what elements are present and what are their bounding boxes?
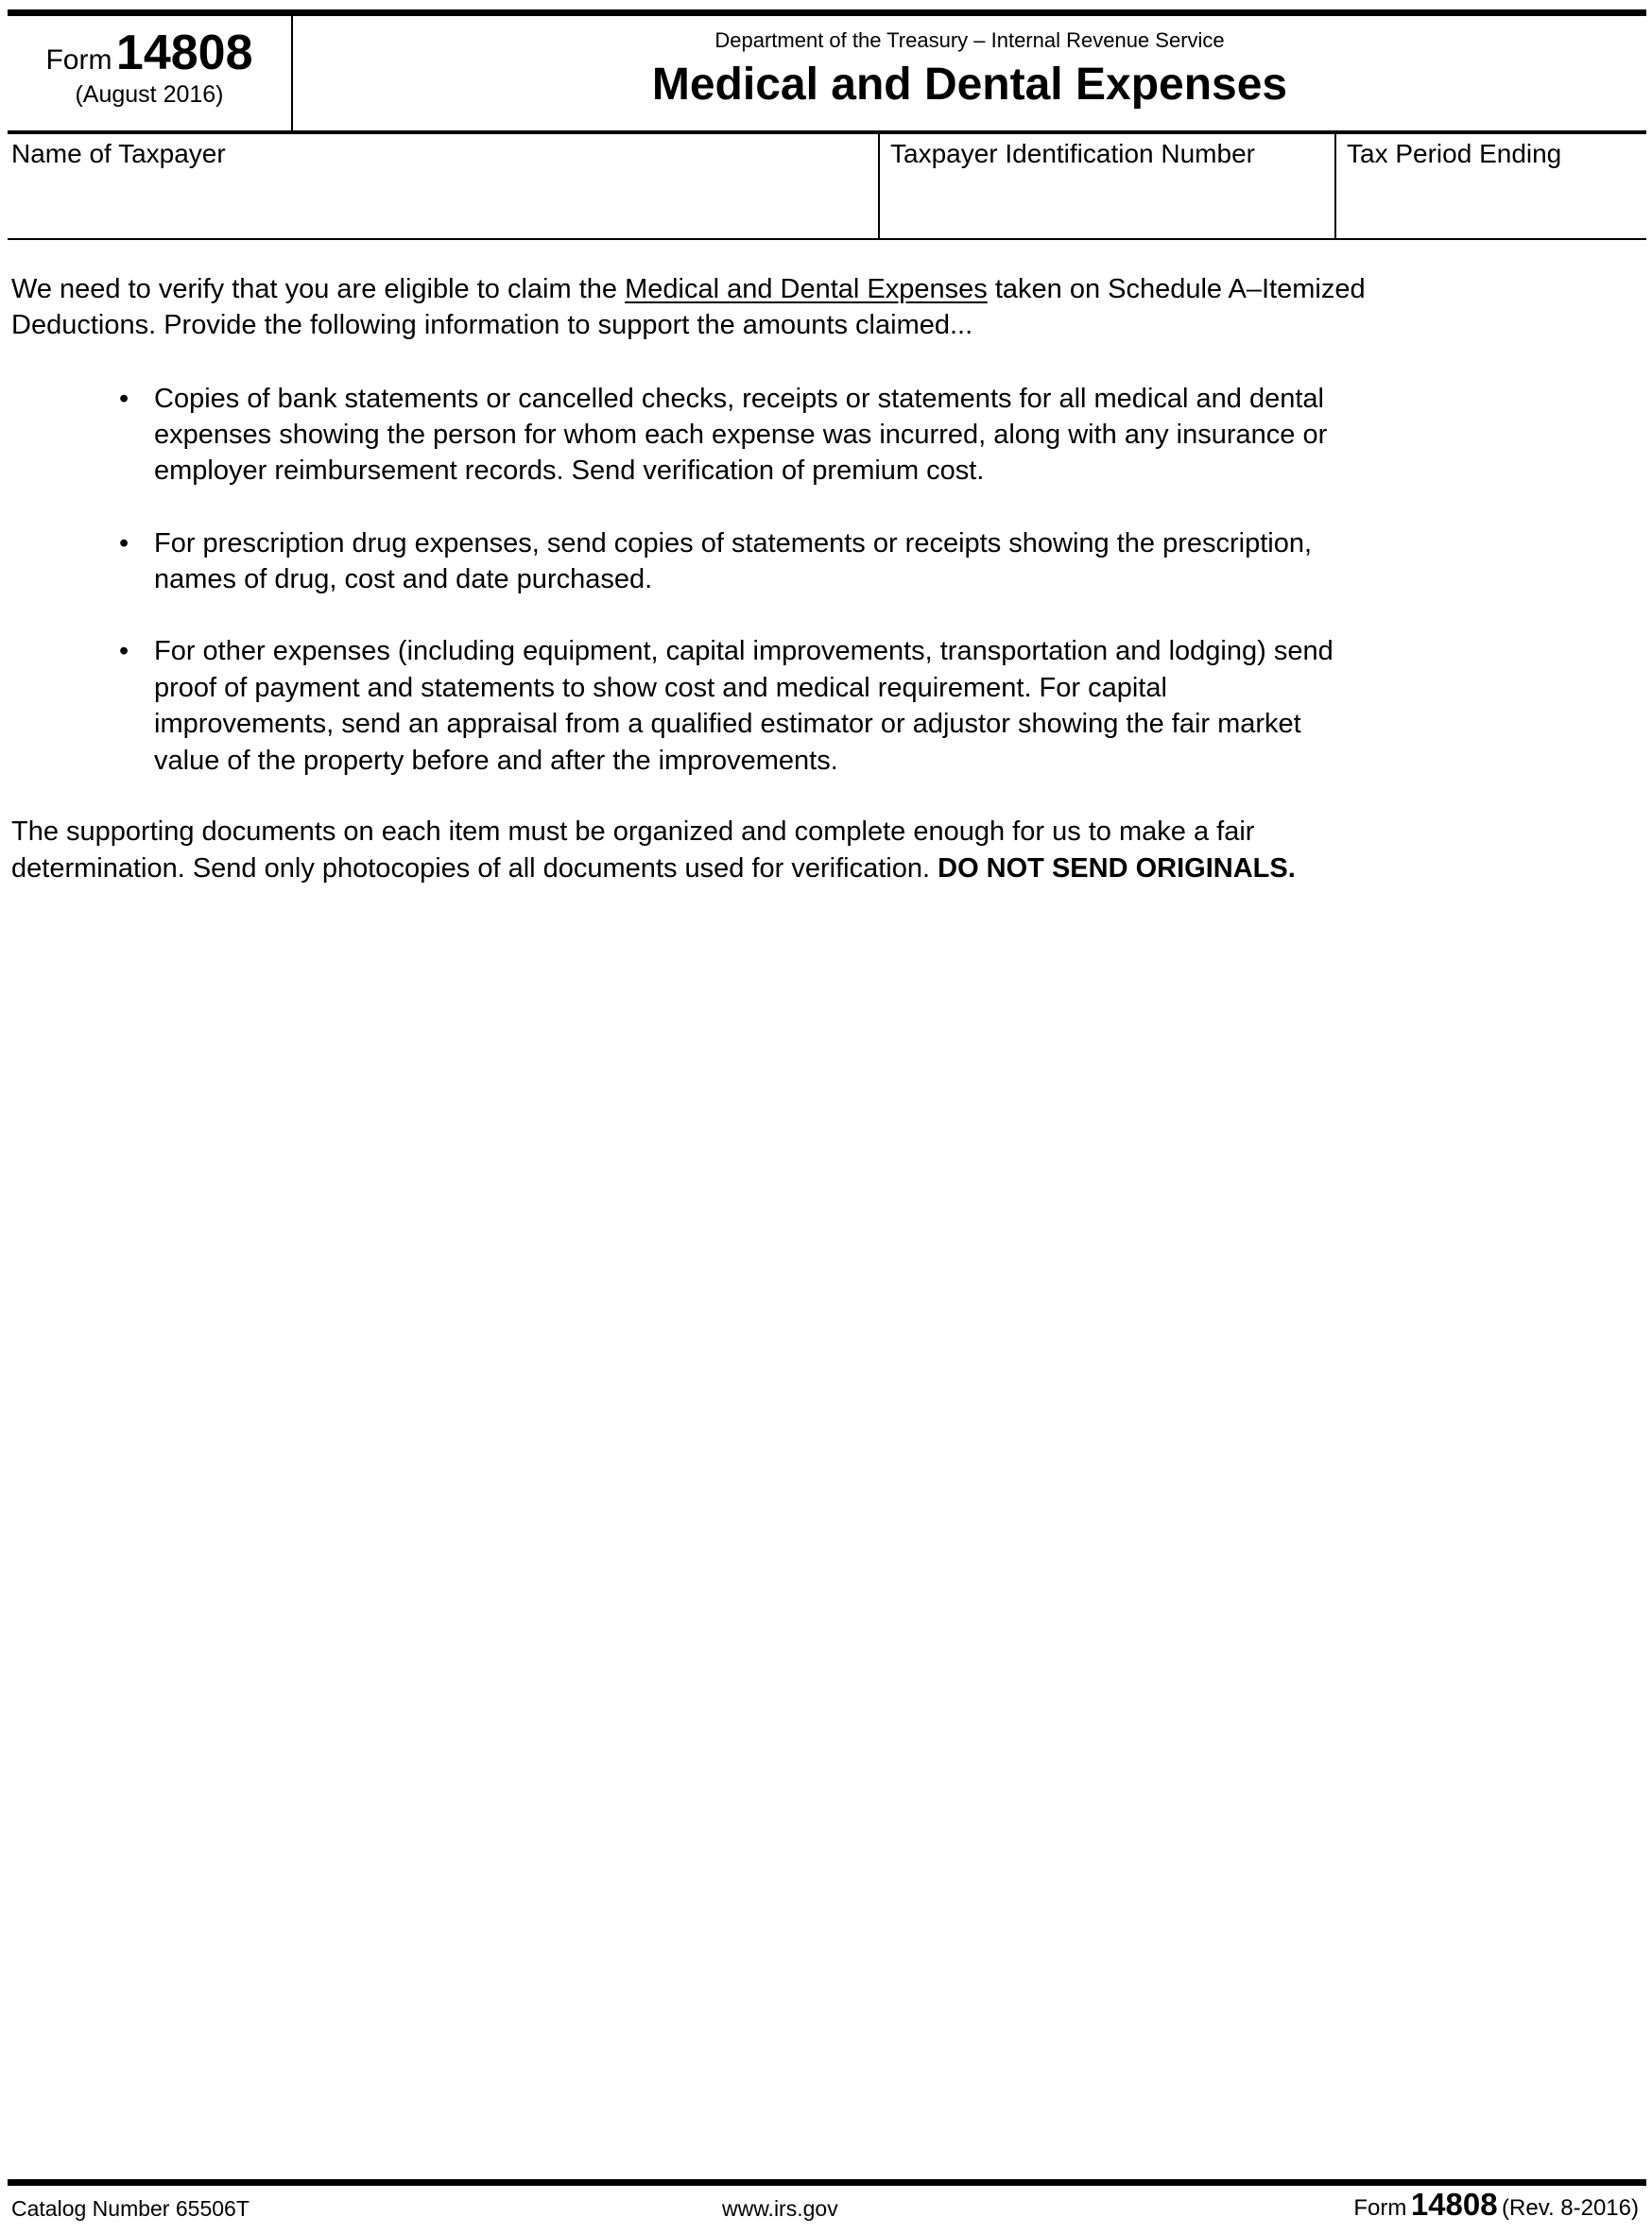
bullet-line: expenses showing the person for whom each expense was incurred, along with any insurance or <box>154 420 1328 450</box>
footer-form-word: Form <box>1353 2195 1407 2221</box>
form-word: Form <box>45 44 112 76</box>
top-rule <box>8 9 1646 16</box>
bullet-icon: • <box>119 636 129 666</box>
bullet-icon: • <box>119 384 129 414</box>
taxpayer-name-field[interactable]: Name of Taxpayer <box>11 139 226 168</box>
intro-line-1 <box>11 271 1366 307</box>
do-not-send-originals-warning: DO NOT SEND ORIGINALS. <box>938 853 1296 884</box>
header-titles <box>293 28 1646 111</box>
form-date: (August 2016) <box>75 81 224 108</box>
bullet-line: proof of payment and statements to show cost and medical requirement. For capital <box>154 673 1167 703</box>
catalog-number: Catalog Number 65506T <box>11 2196 250 2221</box>
form-id-block <box>9 25 289 109</box>
form-title: Medical and Dental Expenses <box>651 60 1288 110</box>
intro-line-2: Deductions. Provide the following information to support the amounts claimed... <box>11 310 973 340</box>
header-bottom-rule <box>8 130 1646 134</box>
footer-rule <box>8 2179 1646 2186</box>
tax-period-field[interactable]: Tax Period Ending <box>1347 139 1562 168</box>
irs-website[interactable]: www.irs.gov <box>722 2196 838 2221</box>
field-divider-1 <box>878 134 880 240</box>
closing-text: determination. Send only photocopies of all documents used for verification. <box>11 853 938 884</box>
bullet-line: employer reimbursement records. Send verification of premium cost. <box>154 455 985 486</box>
medical-dental-expenses-link[interactable]: Medical and Dental Expenses <box>625 274 988 304</box>
form-number: 14808 <box>115 26 253 80</box>
field-divider-2 <box>1334 134 1336 240</box>
footer-form-number: 14808 <box>1410 2187 1498 2222</box>
closing-line-1: The supporting documents on each item must be organized and complete enough for us to make a fair <box>11 816 1255 847</box>
bullet-line: Copies of bank statements or cancelled checks, receipts or statements for all medical and dental <box>154 384 1324 414</box>
bullet-line: improvements, send an appraisal from a qualified estimator or adjustor showing the fair market <box>154 709 1301 739</box>
bullet-line: For other expenses (including equipment, capital improvements, transportation and lodging) send <box>154 636 1334 666</box>
agency-name: Department of the Treasury – Internal Revenue Service <box>714 28 1225 52</box>
bullet-icon: • <box>119 528 129 558</box>
closing-line-2 <box>11 851 1296 886</box>
footer-revision: (Rev. 8-2016) <box>1502 2195 1639 2221</box>
intro-text: taken on Schedule A–Itemized <box>987 274 1366 304</box>
fields-bottom-rule <box>8 238 1646 240</box>
bullet-line: names of drug, cost and date purchased. <box>154 564 653 594</box>
taxpayer-id-field[interactable]: Taxpayer Identification Number <box>890 139 1255 168</box>
bullet-line: value of the property before and after the improvements. <box>154 746 838 776</box>
intro-text: We need to verify that you are eligible to claim the <box>11 274 626 304</box>
footer-form-id <box>1353 2187 1639 2223</box>
bullet-line: For prescription drug expenses, send copies of statements or receipts showing the prescription, <box>154 528 1313 558</box>
